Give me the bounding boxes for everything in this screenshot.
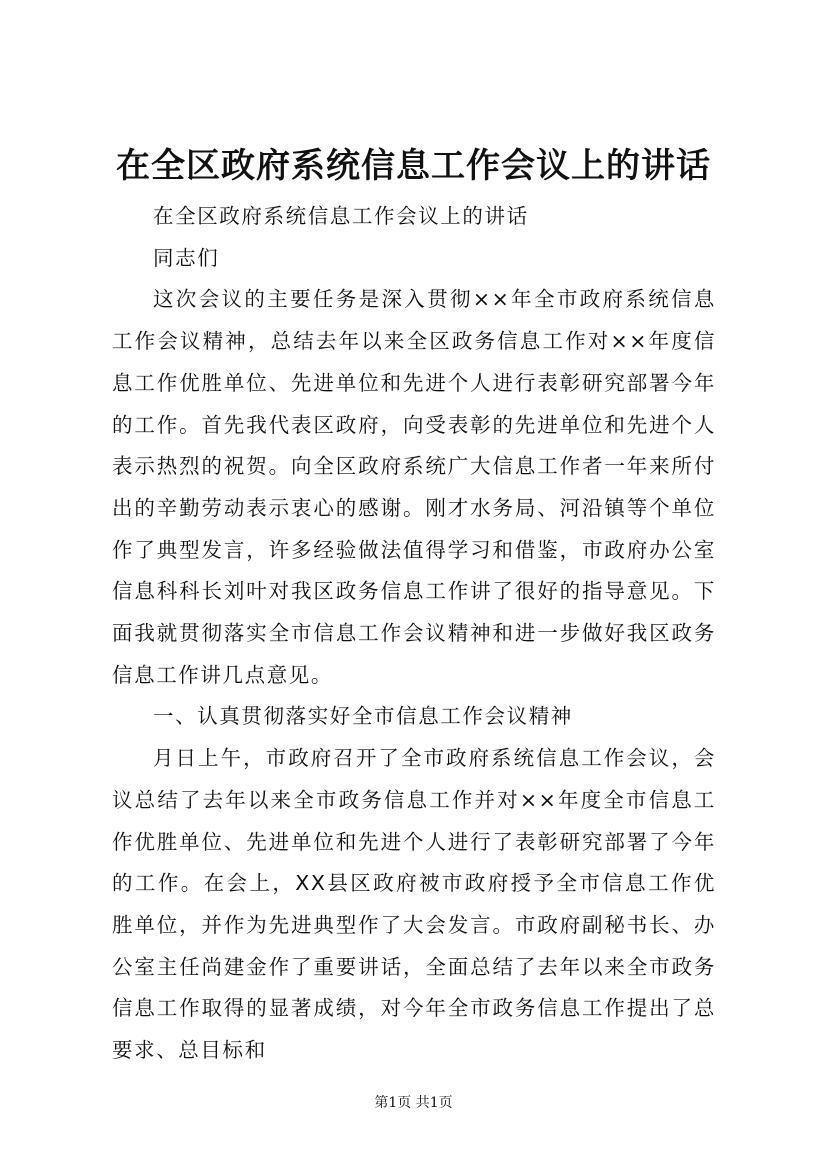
paragraph-section-1: 月日上午，市政府召开了全市政府系统信息工作会议，会议总结了去年以来全市政务信息工作并对××年度全市信息工作优胜单位、先进单位和先进个人进行了表彰研究部署了今年的工作。在会上，XX县区政府被市政府授予全市信息工作优胜单位，并作为先进典型作了大会发言。市政府副秘书长、办公室主任尚建金作了重要讲话，全面总结了去年以来全市政务信息工作取得的显著成绩，对今年全市政务信息工作提出了总要求、总目标和	[112, 746, 716, 1063]
document-title: 在全区政府系统信息工作会议上的讲话	[116, 146, 711, 186]
document-body	[112, 196, 716, 1072]
salutation: 同志们	[153, 245, 220, 270]
section-heading-1: 一、认真贯彻落实好全市信息工作会议精神	[153, 704, 573, 729]
paragraph-intro: 这次会议的主要任务是深入贯彻××年全市政府系统信息工作会议精神，总结去年以来全区政务信息工作对××年度信息工作优胜单位、先进单位和先进个人进行表彰研究部署今年的工作。首先我代表区政府，向受表彰的先进单位和先进个人表示热烈的祝贺。向全区政府系统广大信息工作者一年来所付出的辛勤劳动表示衷心的感谢。刚才水务局、河沿镇等个单位作了典型发言，许多经验做法值得学习和借鉴，市政府办公室信息科科长刘叶对我区政务信息工作讲了很好的指导意见。下面我就贯彻落实全市信息工作会议精神和进一步做好我区政务信息工作讲几点意见。	[112, 287, 716, 687]
document-subtitle: 在全区政府系统信息工作会议上的讲话	[153, 204, 529, 228]
page-footer: 第1页 共1页	[374, 1095, 453, 1111]
